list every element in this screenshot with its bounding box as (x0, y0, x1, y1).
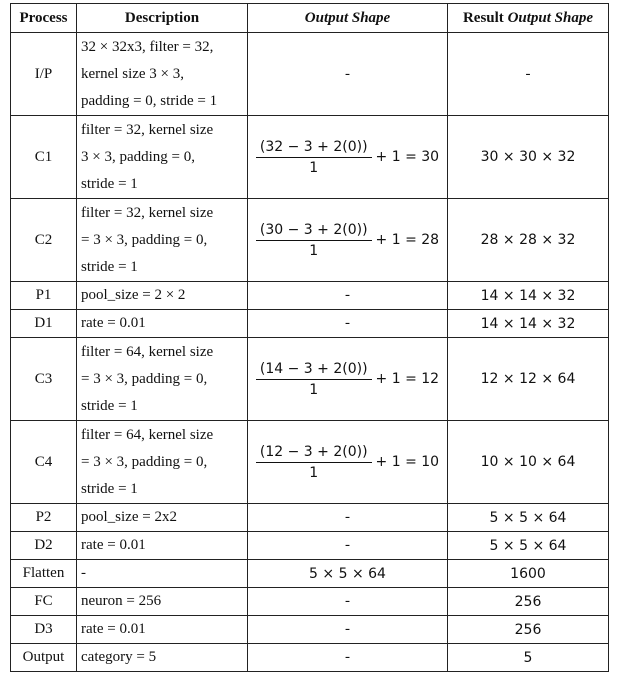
result-shape-cell: 256 (448, 616, 609, 644)
output-shape-cell: - (248, 504, 448, 532)
description-cell: neuron = 256 (77, 588, 248, 616)
process-cell: C3 (11, 338, 77, 421)
result-shape-cell: 28 × 28 × 32 (448, 199, 609, 282)
output-shape-cell: - (248, 310, 448, 338)
header-process: Process (11, 4, 77, 33)
table-row (11, 588, 609, 616)
output-shape-cell (248, 116, 448, 199)
output-formula (256, 139, 439, 176)
desc-line: = 3 × 3, padding = 0, (81, 370, 208, 387)
result-shape-cell: 10 × 10 × 64 (448, 421, 609, 504)
process-cell: I/P (11, 33, 77, 116)
formula-numerator: (14 − 3 + 2(0)) (256, 361, 372, 380)
desc-line: = 3 × 3, padding = 0, (81, 231, 208, 248)
result-shape-cell: 5 × 5 × 64 (448, 504, 609, 532)
table-row (11, 616, 609, 644)
table-row (11, 33, 609, 116)
desc-line: filter = 32, kernel size (81, 121, 214, 138)
result-shape-cell: 12 × 12 × 64 (448, 338, 609, 421)
desc-line: filter = 64, kernel size (81, 426, 214, 443)
result-shape-cell: - (448, 33, 609, 116)
process-cell: FC (11, 588, 77, 616)
header-row (11, 4, 609, 33)
header-output-shape-text: Output Shape (304, 9, 391, 26)
output-formula (256, 444, 439, 481)
output-shape-cell: - (248, 644, 448, 672)
process-cell: D1 (11, 310, 77, 338)
table-row (11, 199, 609, 282)
process-cell: D3 (11, 616, 77, 644)
desc-line: stride = 1 (81, 258, 138, 275)
output-shape-cell (248, 199, 448, 282)
result-shape-cell: 5 (448, 644, 609, 672)
result-shape-cell: 1600 (448, 560, 609, 588)
formula-result: + 1 = 12 (375, 371, 440, 387)
output-formula (256, 222, 439, 259)
description-cell: rate = 0.01 (77, 616, 248, 644)
output-shape-cell (248, 338, 448, 421)
output-shape-cell: - (248, 588, 448, 616)
table-row (11, 282, 609, 310)
formula-result: + 1 = 10 (375, 454, 440, 470)
process-cell: Output (11, 644, 77, 672)
desc-line: 32 × 32x3, filter = 32, (81, 38, 214, 55)
description-cell (77, 338, 248, 421)
table-row (11, 504, 609, 532)
desc-line: = 3 × 3, padding = 0, (81, 453, 208, 470)
desc-line: filter = 64, kernel size (81, 343, 214, 360)
output-shape-cell: - (248, 532, 448, 560)
formula-denominator: 1 (309, 464, 319, 481)
result-shape-cell: 256 (448, 588, 609, 616)
process-cell: C2 (11, 199, 77, 282)
desc-line: stride = 1 (81, 480, 138, 497)
description-cell: rate = 0.01 (77, 310, 248, 338)
table-row (11, 532, 609, 560)
header-result-prefix: Result (462, 9, 508, 26)
desc-line: kernel size 3 × 3, (81, 65, 185, 82)
formula-numerator: (12 − 3 + 2(0)) (256, 444, 372, 463)
formula-result: + 1 = 28 (375, 232, 440, 248)
header-result-italic: Output Shape (507, 9, 594, 26)
description-cell: pool_size = 2 × 2 (77, 282, 248, 310)
result-shape-cell: 14 × 14 × 32 (448, 282, 609, 310)
process-cell: C4 (11, 421, 77, 504)
desc-line: stride = 1 (81, 397, 138, 414)
formula-numerator: (32 − 3 + 2(0)) (256, 139, 372, 158)
process-cell: P2 (11, 504, 77, 532)
process-cell: Flatten (11, 560, 77, 588)
formula-result: + 1 = 30 (375, 149, 440, 165)
description-cell: rate = 0.01 (77, 532, 248, 560)
table-row (11, 310, 609, 338)
description-cell (77, 421, 248, 504)
description-cell (77, 116, 248, 199)
output-shape-cell: - (248, 33, 448, 116)
process-cell: P1 (11, 282, 77, 310)
output-shape-cell: 5 × 5 × 64 (248, 560, 448, 588)
header-description: Description (77, 4, 248, 33)
formula-numerator: (30 − 3 + 2(0)) (256, 222, 372, 241)
table-row (11, 116, 609, 199)
description-cell: - (77, 560, 248, 588)
result-shape-cell: 5 × 5 × 64 (448, 532, 609, 560)
desc-line: stride = 1 (81, 175, 138, 192)
formula-denominator: 1 (309, 381, 319, 398)
desc-line: filter = 32, kernel size (81, 204, 214, 221)
table-row (11, 644, 609, 672)
header-output-shape (248, 4, 448, 33)
process-cell: C1 (11, 116, 77, 199)
table-row (11, 421, 609, 504)
table-row (11, 338, 609, 421)
output-shape-cell: - (248, 616, 448, 644)
header-result-output-shape (448, 4, 609, 33)
description-cell: category = 5 (77, 644, 248, 672)
description-cell (77, 33, 248, 116)
table-row (11, 560, 609, 588)
output-shape-cell (248, 421, 448, 504)
result-shape-cell: 30 × 30 × 32 (448, 116, 609, 199)
cnn-architecture-table (10, 3, 609, 672)
desc-line: 3 × 3, padding = 0, (81, 148, 195, 165)
process-cell: D2 (11, 532, 77, 560)
description-cell: pool_size = 2x2 (77, 504, 248, 532)
output-shape-cell: - (248, 282, 448, 310)
description-cell (77, 199, 248, 282)
formula-denominator: 1 (309, 159, 319, 176)
output-formula (256, 361, 439, 398)
desc-line: padding = 0, stride = 1 (81, 92, 218, 109)
result-shape-cell: 14 × 14 × 32 (448, 310, 609, 338)
formula-denominator: 1 (309, 242, 319, 259)
